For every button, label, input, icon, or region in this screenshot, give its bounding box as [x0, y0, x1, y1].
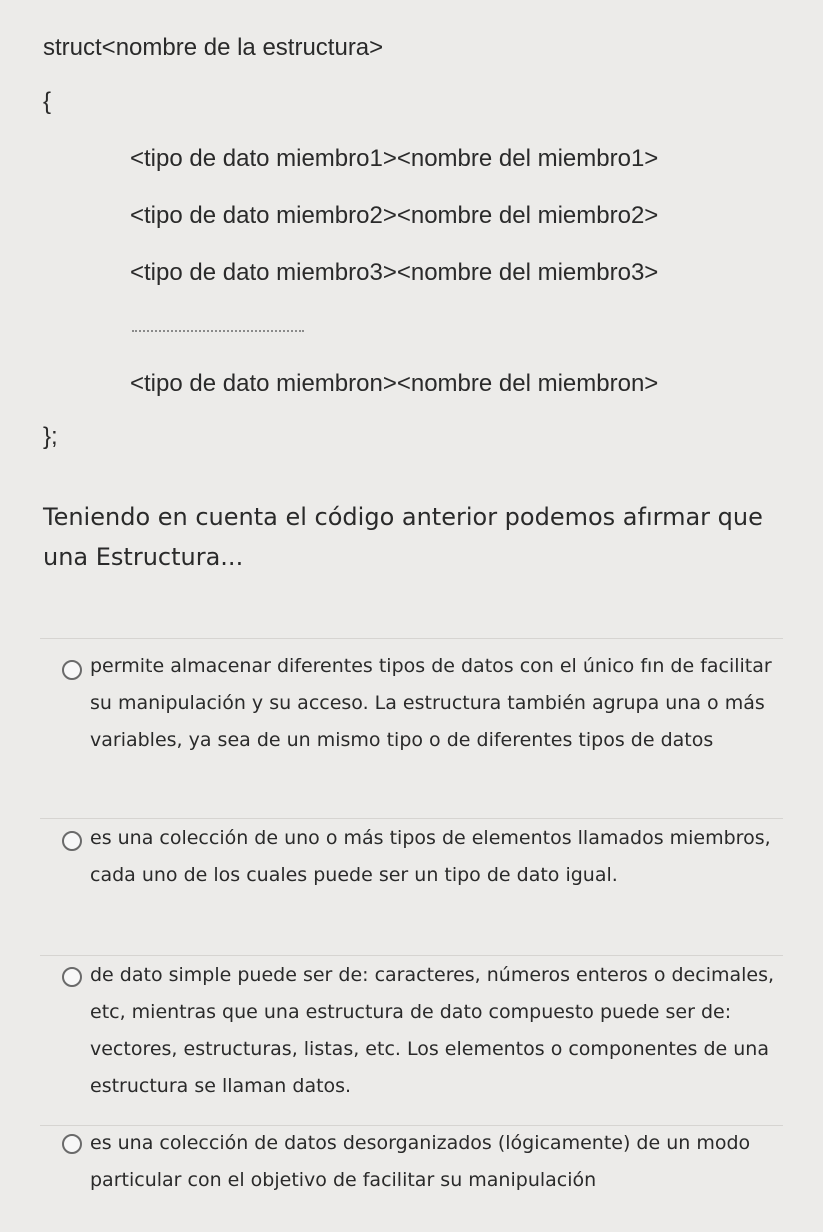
radio-button[interactable]	[62, 1134, 82, 1154]
code-member-1: <tipo de dato miembro1><nombre del miembro1>	[130, 145, 659, 172]
option-separator	[40, 638, 783, 639]
radio-button[interactable]	[62, 967, 82, 987]
radio-button[interactable]	[62, 831, 82, 851]
code-ellipsis-divider	[132, 330, 304, 332]
code-open-brace: {	[43, 88, 52, 115]
option-text[interactable]: de dato simple puede ser de: caracteres, números enteros o decimales, etc, mientras que una estructura de dato compuesto puede ser de: vectores, estructuras, listas, etc. Los elementos o componentes de una estructura se llaman datos.	[90, 964, 775, 1097]
code-member-2: <tipo de dato miembro2><nombre del miembro2>	[130, 202, 659, 229]
radio-button[interactable]	[62, 660, 82, 680]
option-text[interactable]: es una colección de uno o más tipos de elementos llamados miembros, cada uno de los cuales puede ser un tipo de dato igual.	[90, 827, 771, 886]
question-text: Teniendo en cuenta el código anterior podemos afırmar que una Estructura...	[43, 503, 763, 571]
option-text[interactable]: es una colección de datos desorganizados (lógicamente) de un modo particular con el objetivo de facilitar su manipulación	[90, 1132, 751, 1191]
option-separator	[40, 818, 783, 819]
option-separator	[40, 955, 783, 956]
answer-option-1[interactable]	[0, 638, 823, 808]
code-member-3: <tipo de dato miembro3><nombre del miembro3>	[130, 259, 659, 286]
option-text[interactable]: permite almacenar diferentes tipos de datos con el único fın de facilitar su manipulación y su acceso. La estructura también agrupa una o más variables, ya sea de un mismo tipo o de diferentes tipos de datos	[90, 655, 772, 751]
answer-option-2[interactable]	[0, 818, 823, 943]
code-close-brace: };	[43, 423, 58, 450]
answer-option-4[interactable]	[0, 1125, 823, 1225]
code-header: struct<nombre de la estructura>	[43, 34, 384, 61]
answer-option-3[interactable]	[0, 955, 823, 1115]
code-member-n: <tipo de dato miembron><nombre del miembron>	[130, 370, 659, 397]
